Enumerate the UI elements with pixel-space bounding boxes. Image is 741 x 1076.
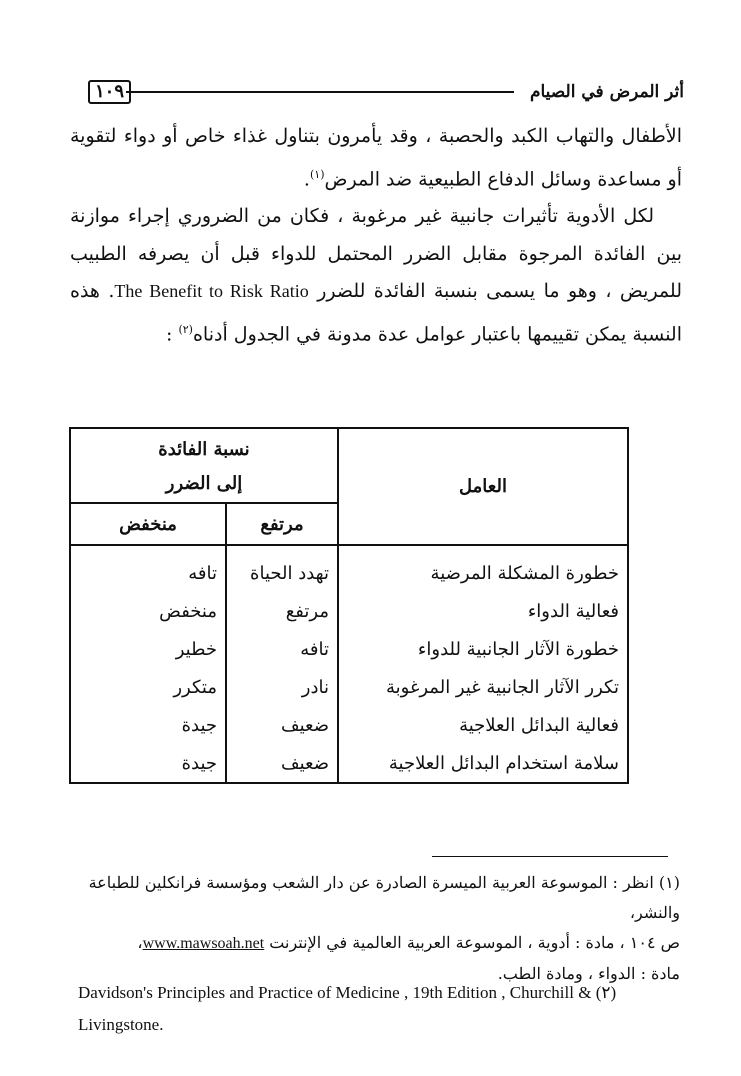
factor-column-header: العامل <box>338 428 628 545</box>
low-cell: تافه <box>70 545 226 592</box>
footnote-1-line2-text: ص ١٠٤ ، مادة : أدوية ، الموسوعة العربية العالمية في الإنترنت <box>264 933 680 952</box>
benefit-risk-table <box>69 427 629 784</box>
body-text <box>70 118 682 354</box>
mawsoah-link[interactable]: www.mawsoah.net <box>142 935 265 952</box>
high-cell: ضعيف <box>226 744 338 783</box>
high-cell: تهدد الحياة <box>226 545 338 592</box>
high-cell: تافه <box>226 630 338 668</box>
table-row <box>70 630 628 668</box>
footnote-2 <box>78 977 678 1041</box>
para1-line2: دواء لتقوية أو مساعدة وسائل الدفاع الطبيعية ضد المرض <box>70 125 682 190</box>
table-row <box>70 592 628 630</box>
factor-cell: سلامة استخدام البدائل العلاجية <box>338 744 628 783</box>
paragraph-2 <box>70 198 682 353</box>
table-row <box>70 744 628 783</box>
footnote-1-line2 <box>70 928 680 959</box>
factor-cell: تكرر الآثار الجانبية غير المرغوبة <box>338 668 628 706</box>
running-title: أثر المرض في الصيام <box>529 82 684 102</box>
footnote-ref-1[interactable]: (١) <box>309 167 325 181</box>
footnote-1-line3: مادة : الدواء ، ومادة الطب. <box>497 964 680 983</box>
footnote-1-line1: (١) انظر : الموسوعة العربية الميسرة الصادرة عن دار الشعب ومؤسسة فرانكلين للطباعة والنشر، <box>88 873 680 922</box>
factor-cell: خطورة المشكلة المرضية <box>338 545 628 592</box>
footnote-2-line1: Davidson's Principles and Practice of Medicine , 19th Edition , Churchill & (٢) <box>78 983 617 1002</box>
low-cell: منخفض <box>70 592 226 630</box>
high-cell: نادر <box>226 668 338 706</box>
para1-line1: الأطفال والتهاب الكبد والحصبة ، وقد يأمرون بتناول غذاء خاص أو <box>163 125 682 147</box>
high-cell: مرتفع <box>226 592 338 630</box>
table-row <box>70 545 628 592</box>
ratio-column-header <box>70 428 338 503</box>
table-row <box>70 706 628 744</box>
low-cell: خطير <box>70 630 226 668</box>
factor-cell: خطورة الآثار الجانبية للدواء <box>338 630 628 668</box>
footnotes-arabic <box>70 868 680 989</box>
table-row <box>70 668 628 706</box>
footnote-ref-2[interactable]: (٢) <box>178 322 193 336</box>
footnote-divider <box>432 856 668 857</box>
ratio-header-line1: نسبة الفائدة <box>158 439 250 460</box>
para2-end: : <box>165 323 179 346</box>
footnote-2-line2: Livingstone. <box>78 1015 164 1034</box>
para2-part1: لكل الأدوية تأثيرات جانبية غير مرغوبة ، فكان من الضروري إجراء موازنة بين الفائدة المرجوة مقابل الضرر المحتمل للدواء قبل أن يصرفه الطبيب للمريض ، وهو ما يسمى بنسبة الفائدة للضرر <box>70 205 682 303</box>
high-cell: ضعيف <box>226 706 338 744</box>
paragraph-1: الأطفال والتهاب الكبد والحصبة ، وقد يأمرون بتناول غذاء خاص أو دواء لتقوية أو مساعدة وسائل الدفاع الطبيعية ضد المرض$^{(١)}$. <box>70 125 682 190</box>
low-cell: متكرر <box>70 668 226 706</box>
low-column-header: منخفض <box>70 503 226 545</box>
header-rule <box>126 91 514 93</box>
factor-cell: فعالية الدواء <box>338 592 628 630</box>
para2-part2: . هذه النسبة يمكن تقييمها باعتبار عوامل عدة مدونة في الجدول أدناه <box>70 280 682 346</box>
low-cell: جيدة <box>70 706 226 744</box>
page-number: ١٠٩ <box>88 80 131 104</box>
para2-english-term: The Benefit to Risk Ratio <box>114 281 309 302</box>
factor-cell: فعالية البدائل العلاجية <box>338 706 628 744</box>
footnote-1-line2-end: ، <box>137 933 143 952</box>
page-header <box>78 68 686 100</box>
high-column-header: مرتفع <box>226 503 338 545</box>
ratio-header-line2: إلى الضرر <box>165 473 243 494</box>
low-cell: جيدة <box>70 744 226 783</box>
